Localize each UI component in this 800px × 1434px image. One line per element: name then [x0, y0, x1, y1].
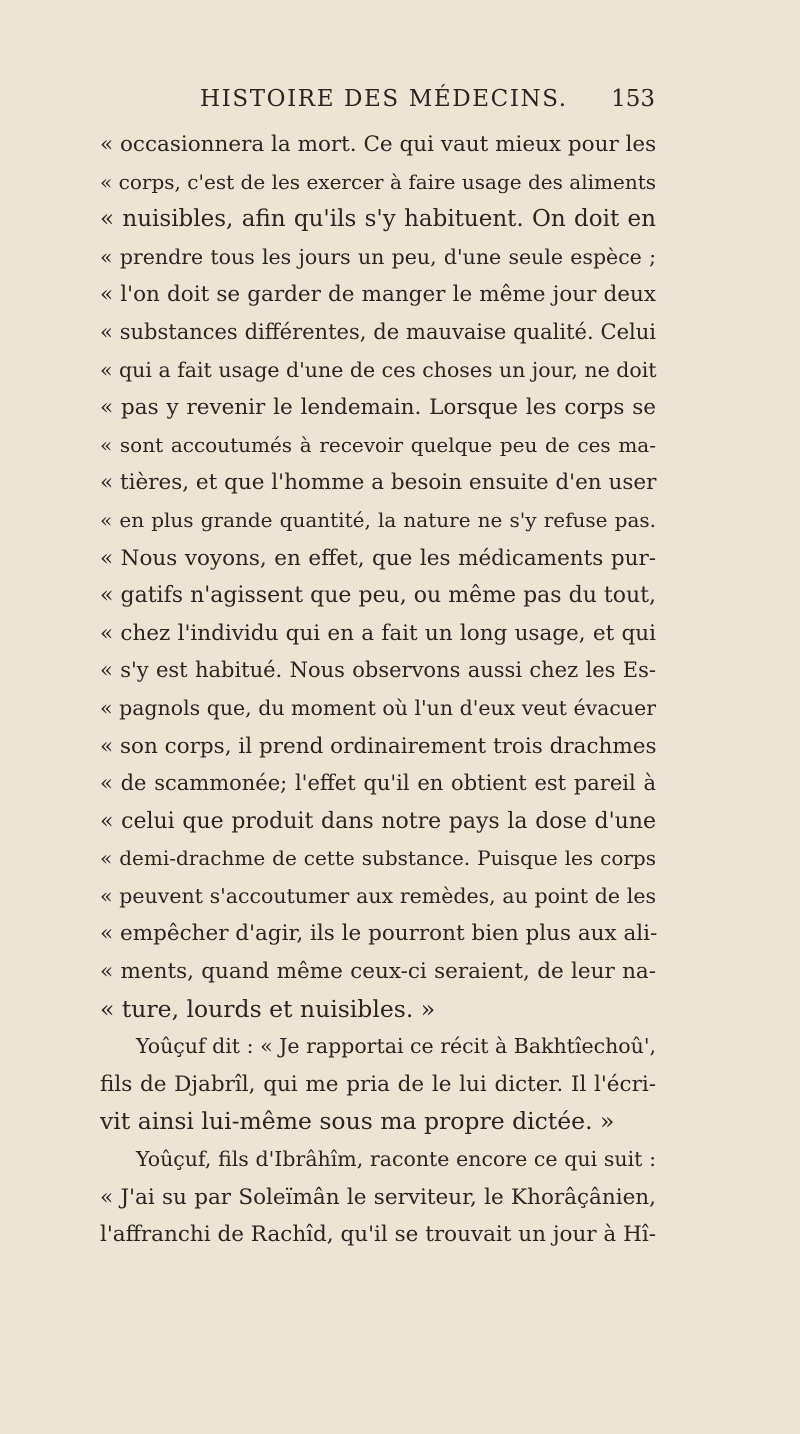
paragraph-first-line: Yoûçuf, fils d'Ibrâhîm, raconte encore ce qui suit : [136, 1147, 656, 1172]
text-line: « peuvent s'accoutumer aux remèdes, au point de les [100, 883, 656, 908]
text-line: « demi-drachme de cette substance. Puisque les corps [100, 846, 656, 871]
text-line: « Nous voyons, en effet, que les médicaments pur- [100, 545, 656, 571]
body-text [100, 126, 656, 1254]
running-head: HISTOIRE DES MÉDECINS. [200, 86, 568, 112]
text-line: « chez l'individu qui en a fait un long usage, et qui [100, 620, 656, 646]
text-line: « celui que produit dans notre pays la dose d'une [100, 808, 656, 834]
text-line: « prendre tous les jours un peu, d'une seule espèce ; [100, 244, 656, 269]
text-line: « sont accoutumés à recevoir quelque peu de ces ma- [100, 432, 656, 457]
text-line: l'affranchi de Rachîd, qu'il se trouvait un jour à Hî- [100, 1222, 656, 1248]
text-line: « s'y est habitué. Nous observons aussi chez les Es- [100, 658, 656, 683]
text-line: « substances différentes, de mauvaise qualité. Celui [100, 319, 656, 344]
text-line: « nuisibles, afin qu'ils s'y habituent. On doit en [100, 206, 656, 233]
text-line: « ments, quand même ceux-ci seraient, de leur na- [100, 959, 656, 985]
text-line: « empêcher d'agir, ils le pourront bien plus aux ali- [100, 921, 658, 947]
text-line: « son corps, il prend ordinairement trois drachmes [100, 733, 657, 759]
paragraph-first-line: Yoûçuf dit : « Je rapportai ce récit à Bakhtîechoû', [136, 1034, 656, 1059]
text-line: « en plus grande quantité, la nature ne s'y refuse pas. [100, 507, 656, 532]
text-line: « tières, et que l'homme a besoin ensuite d'en user [100, 470, 657, 496]
text-line: « de scammonée; l'effet qu'il en obtient est pareil à [100, 771, 656, 796]
text-line: « ture, lourds et nuisibles. » [100, 994, 436, 1023]
text-line: « occasionnera la mort. Ce qui vaut mieux pour les [100, 132, 657, 157]
text-line: « corps, c'est de les exercer à faire usage des aliments [100, 169, 656, 194]
text-line: « l'on doit se garder de manger le même jour deux [100, 282, 656, 308]
text-line: « qui a fait usage d'une de ces choses un jour, ne doit [100, 357, 657, 382]
text-line: « gatifs n'agissent que peu, ou même pas du tout, [100, 583, 656, 609]
page-number: 153 [611, 86, 655, 112]
text-line: « pas y revenir le lendemain. Lorsque les corps se [100, 395, 656, 421]
page-header [200, 86, 655, 120]
text-line: « pagnols que, du moment où l'un d'eux veut évacuer [100, 695, 656, 720]
text-line: fils de Djabrîl, qui me pria de le lui dicter. Il l'écri- [100, 1071, 656, 1097]
text-line: vit ainsi lui-même sous ma propre dictée. » [100, 1107, 615, 1136]
text-line: « J'ai su par Soleïmân le serviteur, le Khorâçânien, [100, 1184, 656, 1210]
